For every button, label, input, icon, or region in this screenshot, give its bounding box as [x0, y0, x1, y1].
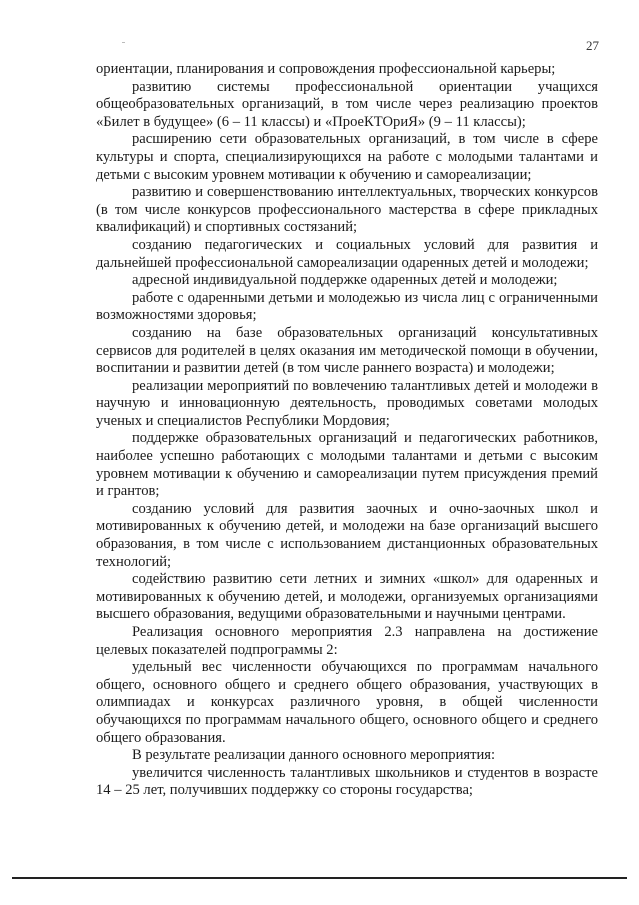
paragraph: адресной индивидуальной поддержке одаренных детей и молодежи;: [132, 272, 558, 289]
scan-speck: [122, 42, 125, 43]
paragraph: расширению сети образовательных организаций, в том числе в сфере культуры и спорта, специализирующихся на работе с молодыми талантами и детьми с высоким уровнем мотивации к обучению и самореализации;: [96, 131, 598, 183]
paragraph: созданию на базе образовательных организаций консультативных сервисов для родителей в целях оказания им методической помощи в обучении, воспитании и развитии детей (в том числе раннего возраста) и молодежи;: [96, 324, 598, 377]
paragraph: Реализация основного мероприятия 2.3 направлена на достижение целевых показателей подпрограммы 2:: [96, 624, 598, 658]
paragraph: удельный вес численности обучающихся по программам начального общего, основного общего и среднего общего образования, участвующих в олимпиадах и конкурсах различного уровня, в общей численности обучающихся по программам начального общего, основного общего и среднего общего образования.: [96, 659, 598, 746]
paragraph: В результате реализации данного основного мероприятия:: [132, 747, 496, 764]
paragraph: созданию педагогических и социальных условий для развития и дальнейшей профессиональной самореализации одаренных детей и молодежи;: [96, 236, 598, 271]
page-number: 27: [586, 38, 599, 53]
document-body: [96, 61, 598, 800]
paragraph: работе с одаренными детьми и молодежью из числа лиц с ограниченными возможностями здоровья;: [96, 289, 598, 324]
scan-border-line: [12, 877, 627, 879]
paragraph: развитию и совершенствованию интеллектуальных, творческих конкурсов (в том числе конкурсов профессионального мастерства в сфере прикладных квалификаций) и спортивных состязаний;: [96, 184, 598, 236]
paragraph: увеличится численность талантливых школьников и студентов в возрасте 14 – 25 лет, получивших поддержку со стороны государства;: [96, 764, 598, 799]
paragraph: развитию системы профессиональной ориентации учащихся общеобразовательных организаций, в том числе через реализацию проектов «Билет в будущее» (6 – 11 классы) и «ПроеКТОриЯ» (9 – 11 классы);: [96, 78, 598, 130]
paragraph: ориентации, планирования и сопровождения профессиональной карьеры;: [96, 61, 556, 77]
paragraph: содействию развитию сети летних и зимних «школ» для одаренных и мотивированных к обучению детей, и молодежи, организуемых организациями высшего образования, ведущими образовательными и научными центрами.: [96, 571, 598, 623]
paragraph: поддержке образовательных организаций и педагогических работников, наиболее успешно работающих с молодыми талантами и детьми с высоким уровнем мотивации к обучению и самореализации путем присуждения премий и грантов;: [96, 430, 598, 500]
paragraph: созданию условий для развития заочных и очно-заочных школ и мотивированных к обучению детей, и молодежи на базе организаций высшего образования, в том числе с использованием дистанционных образовательных технологий;: [96, 500, 598, 570]
paragraph: реализации мероприятий по вовлечению талантливых детей и молодежи в научную и инновационную деятельность, проводимых советами молодых ученых и специалистов Республики Мордовия;: [96, 377, 598, 429]
